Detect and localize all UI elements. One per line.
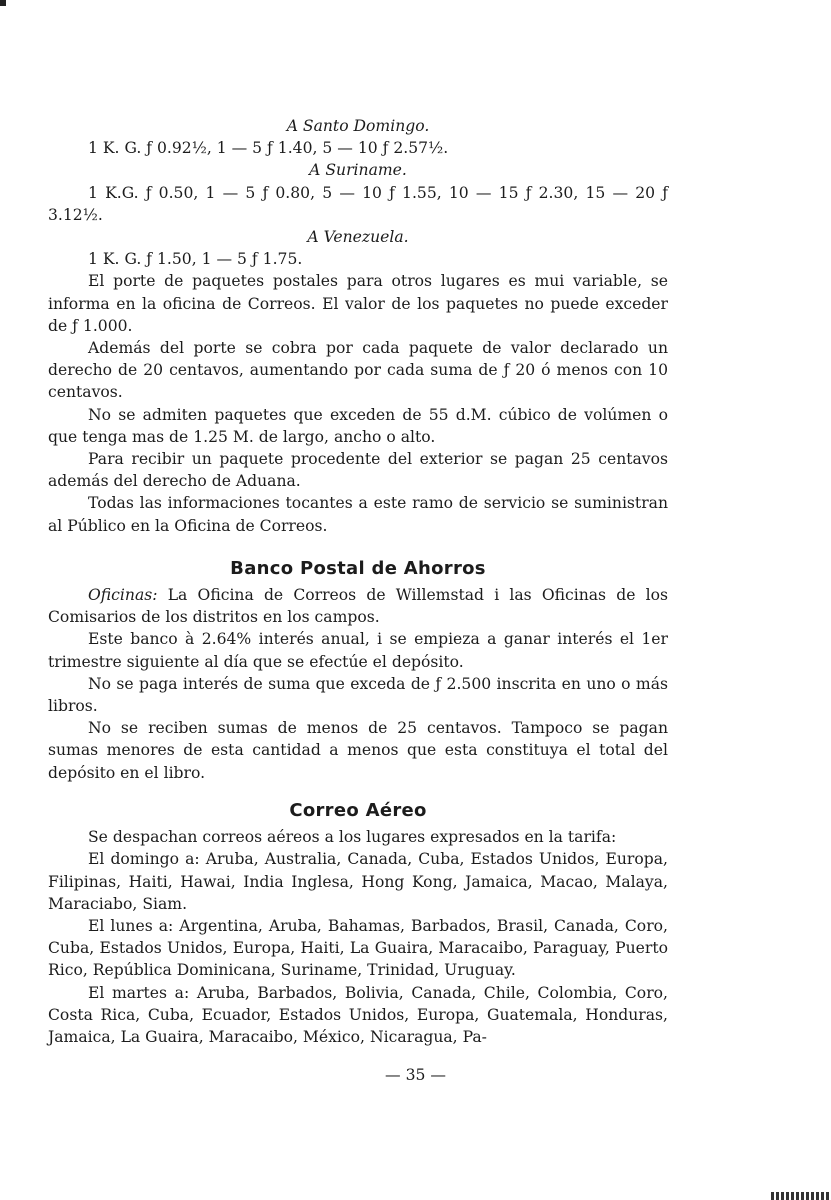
section-heading: Correo Aéreo [289, 799, 427, 821]
oficinas-label: Oficinas: [88, 586, 158, 605]
paragraph: El martes a: Aruba, Barbados, Bolivia, Canada, Chile, Colombia, Coro, Costa Rica, Cuba, Ecuador, Estados Unidos, Europa, Guatemala, Honduras, Jamaica, La Guaira, Maracaibo, México, Nicaragua, Pa- [48, 983, 668, 1046]
tariff-destination: A Venezuela. [307, 228, 409, 247]
oficinas-text: La Oficina de Correos de Willemstad i las Oficinas de los Comisarios de los distritos en los campos. [48, 586, 668, 627]
paragraph: Se despachan correos aéreos a los lugares expresados en la tarifa: [88, 828, 617, 847]
paragraph: El domingo a: Aruba, Australia, Canada, Cuba, Estados Unidos, Europa, Filipinas, Haiti, Hawai, India Inglesa, Hong Kong, Jamaica, Macao, Malaya, Maraciabo, Siam. [48, 850, 668, 913]
paragraph: Todas las informaciones tocantes a este ramo de servicio se suministran al Público en la Oficina de Correos. [48, 494, 668, 535]
tariff-line: 1 K.G. ƒ 0.50, 1 — 5 ƒ 0.80, 5 — 10 ƒ 1.55, 10 — 15 ƒ 2.30, 15 — 20 ƒ 3.12½. [48, 183, 668, 224]
parcel-tariffs-section [48, 115, 668, 537]
scan-corner-mark [0, 0, 6, 6]
paragraph: No se paga interés de suma que exceda de ƒ 2.500 inscrita en uno o más libros. [48, 674, 668, 716]
tariff-line: 1 K. G. ƒ 0.92½, 1 — 5 ƒ 1.40, 5 — 10 ƒ 2.57½. [88, 139, 449, 158]
tariff-destination: A Suriname. [309, 161, 407, 180]
page-number: — 35 — [385, 1066, 446, 1084]
scan-edge-mark [771, 1192, 831, 1200]
tariff-destination: A Santo Domingo. [286, 117, 430, 135]
document-page [48, 115, 668, 1048]
paragraph: No se reciben sumas de menos de 25 centavos. Tampoco se pagan sumas menores de esta cantidad a menos que esta constituya el total del depósito en el libro. [48, 719, 668, 782]
section-heading: Banco Postal de Ahorros [230, 557, 486, 579]
paragraph: No se admiten paquetes que exceden de 55 d.M. cúbico de volúmen o que tenga mas de 1.25 M. de largo, ancho o alto. [48, 405, 668, 446]
paragraph [48, 584, 668, 628]
paragraph: El lunes a: Argentina, Aruba, Bahamas, Barbados, Brasil, Canada, Coro, Cuba, Estados Unidos, Europa, Haiti, La Guaira, Maracaibo, Paraguay, Puerto Rico, República Dominicana, Suriname, Trinidad, Uruguay. [48, 916, 668, 980]
paragraph: Para recibir un paquete procedente del exterior se pagan 25 centavos además del derecho de Aduana. [48, 450, 668, 491]
tariff-line: 1 K. G. ƒ 1.50, 1 — 5 ƒ 1.75. [88, 250, 303, 269]
correo-aereo-section [48, 800, 668, 1048]
paragraph: El porte de paquetes postales para otros lugares es mui variable, se informa en la oficina de Correos. El valor de los paquetes no puede exceder de ƒ 1.000. [48, 272, 668, 335]
paragraph: Este banco à 2.64% interés anual, i se empieza a ganar interés el 1er trimestre siguiente al día que se efectúe el depósito. [48, 630, 668, 671]
banco-postal-section [48, 558, 668, 784]
paragraph: Además del porte se cobra por cada paquete de valor declarado un derecho de 20 centavos, aumentando por cada suma de ƒ 20 ó menos con 10 centavos. [48, 339, 668, 402]
